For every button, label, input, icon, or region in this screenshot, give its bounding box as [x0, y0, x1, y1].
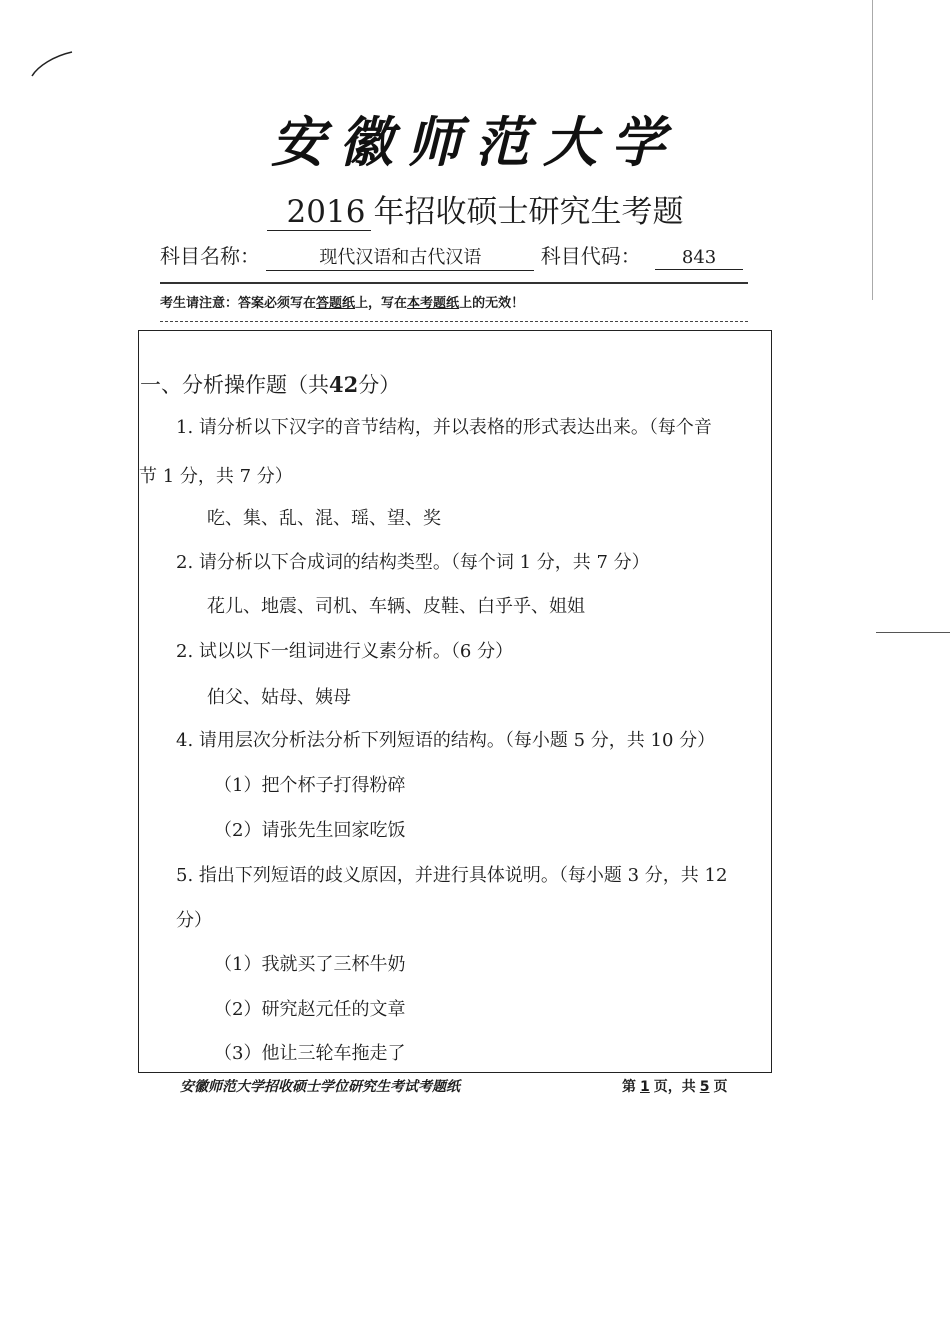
question-3-items: 伯父、姑母、姨母	[207, 687, 351, 708]
question-2: 2. 请分析以下合成词的结构类型。（每个词 1 分，共 7 分）	[176, 552, 650, 573]
question-4-item-1: （1）把个杯子打得粉碎	[214, 775, 406, 796]
question-1-line-1: 1. 请分析以下汉字的音节结构，并以表格的形式表达出来。（每个音	[176, 417, 712, 438]
question-5-item-1: （1）我就买了三杯牛奶	[214, 954, 406, 975]
question-1-line-2: 节 1 分，共 7 分）	[139, 466, 293, 487]
question-4-item-2: （2）请张先生回家吃饭	[214, 820, 406, 841]
subject-name-value: 现代汉语和古代汉语	[266, 243, 534, 271]
exam-title	[0, 186, 950, 231]
page-total: 5	[699, 1079, 710, 1095]
subject-code-value: 843	[655, 247, 743, 270]
exam-notice	[160, 292, 524, 311]
subject-name-label: 科目名称：	[160, 244, 260, 268]
exam-title-text: 年招收硕士研究生考题	[373, 194, 684, 230]
section-title-prefix: 一、分析操作题（共	[140, 373, 329, 397]
page-suffix: 页	[713, 1079, 728, 1095]
question-3: 2. 试以以下一组词进行义素分析。（6 分）	[176, 641, 514, 662]
pen-stroke-mark	[28, 48, 76, 80]
notice-question-sheet: 本考题纸	[407, 296, 460, 311]
subject-row	[160, 240, 743, 271]
question-2-items: 花儿、地震、司机、车辆、皮鞋、白乎乎、姐姐	[207, 596, 585, 617]
section-title	[140, 369, 400, 399]
exam-year: 2016	[267, 194, 372, 231]
question-5-item-2: （2）研究赵元任的文章	[214, 999, 406, 1020]
footer-university-paper: 安徽师范大学招收硕士学位研究生考试考题纸	[180, 1079, 460, 1095]
question-1-items: 吃、集、乱、混、瑶、望、奖	[207, 508, 441, 529]
scan-edge-tick	[876, 632, 950, 633]
page-indicator	[622, 1076, 728, 1096]
header-rule	[160, 282, 748, 284]
section-points: 42	[329, 372, 359, 397]
subject-code-label: 科目代码：	[540, 244, 641, 268]
page-middle: 页，共	[653, 1079, 696, 1095]
page-current: 1	[640, 1079, 650, 1095]
question-4: 4. 请用层次分析法分析下列短语的结构。（每小题 5 分，共 10 分）	[176, 730, 716, 751]
question-5-item-3: （3）他让三轮车拖走了	[214, 1043, 406, 1064]
notice-middle: 上，写在	[355, 296, 408, 311]
page-prefix: 第	[622, 1079, 636, 1095]
question-5-line-1: 5. 指出下列短语的歧义原因，并进行具体说明。（每小题 3 分，共 12	[176, 865, 728, 886]
notice-suffix: 上的无效！	[459, 296, 525, 311]
notice-prefix: 考生请注意：答案必须写在	[160, 296, 317, 311]
notice-answer-sheet: 答题纸	[316, 296, 356, 311]
section-title-suffix: 分）	[358, 373, 401, 397]
question-5-line-2: 分）	[176, 910, 212, 931]
notice-rule	[160, 321, 748, 322]
university-name: 安徽师范大学	[271, 110, 679, 174]
